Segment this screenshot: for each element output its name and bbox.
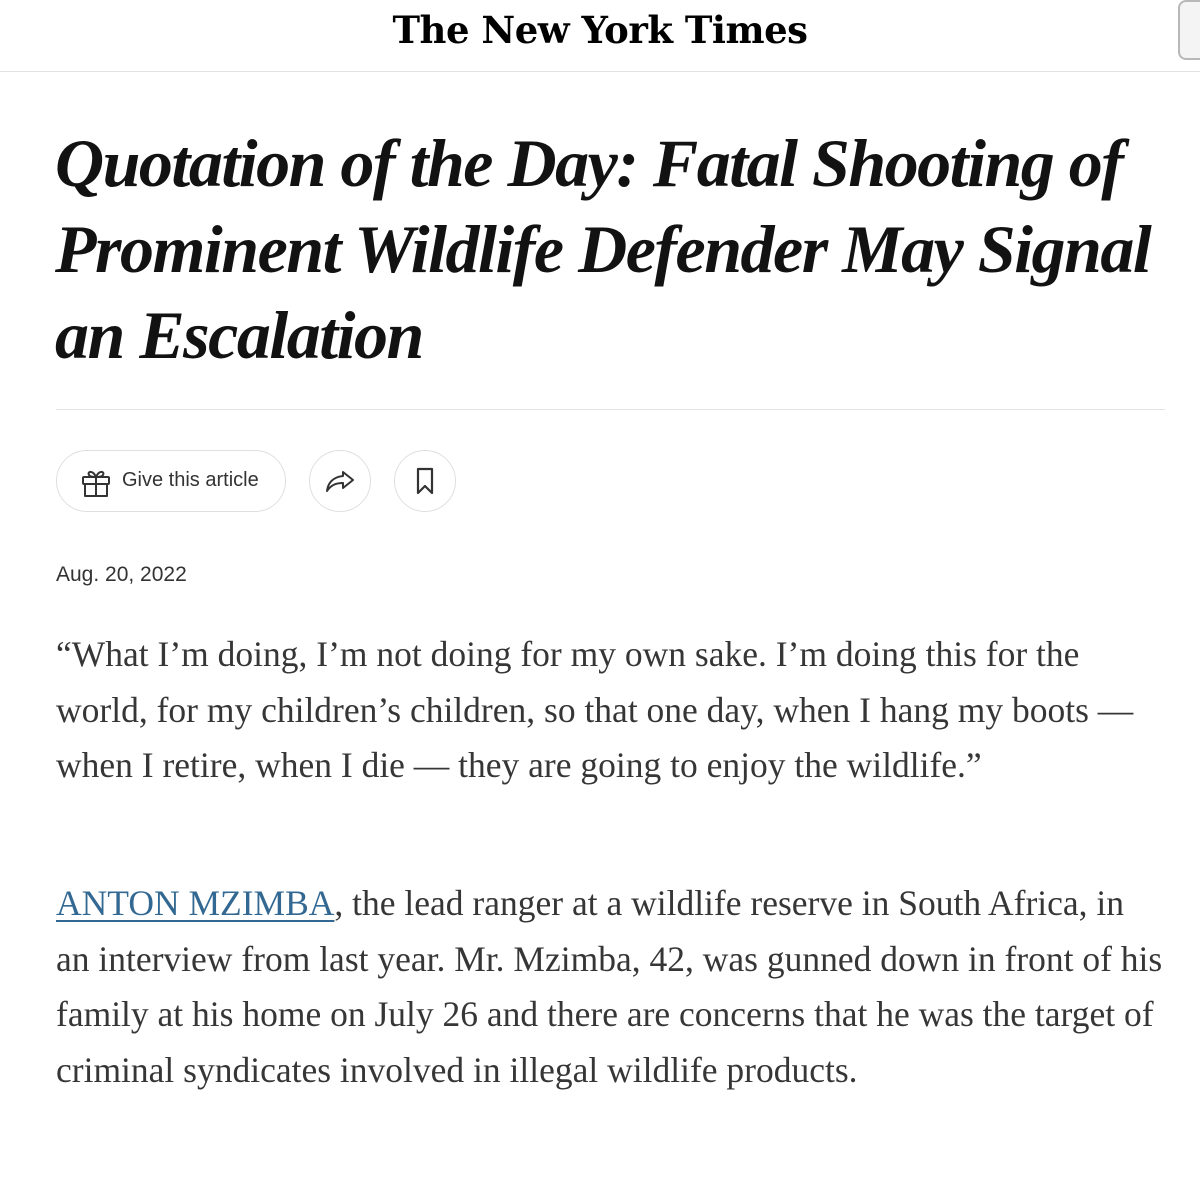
article-date: Aug. 20, 2022 [56, 563, 187, 586]
attribution-paragraph [56, 876, 1166, 1098]
attribution-text: , the lead ranger at a wildlife reserve in South Africa, in an interview from last year. Mr. Mzimba, 42, was gunned down in front of his family at his home on July 26 and there are concerns that he was the target of criminal syndicates involved in illegal wildlife products. [56, 883, 1163, 1090]
window-edge-button[interactable] [1178, 0, 1200, 60]
give-article-label: Give this article [122, 469, 259, 491]
gift-icon [79, 466, 113, 500]
save-bookmark-button[interactable] [394, 450, 456, 512]
nyt-logo[interactable]: The New York Times [392, 8, 808, 52]
bookmark-icon [409, 465, 441, 497]
give-article-button[interactable] [56, 450, 286, 512]
quotation-paragraph: “What I’m doing, I’m not doing for my own sake. I’m doing this for the world, for my children’s children, so that one day, when I hang my boots — when I retire, when I die — they are going to enjoy the wildlife.” [56, 634, 1134, 785]
headline-divider [56, 409, 1165, 410]
share-icon [324, 465, 356, 497]
article-headline: Quotation of the Day: Fatal Shooting of Prominent Wildlife Defender May Signal an Escalation [55, 125, 1151, 373]
share-button[interactable] [309, 450, 371, 512]
anton-mzimba-link[interactable]: ANTON MZIMBA [56, 883, 335, 923]
masthead [0, 0, 1200, 72]
